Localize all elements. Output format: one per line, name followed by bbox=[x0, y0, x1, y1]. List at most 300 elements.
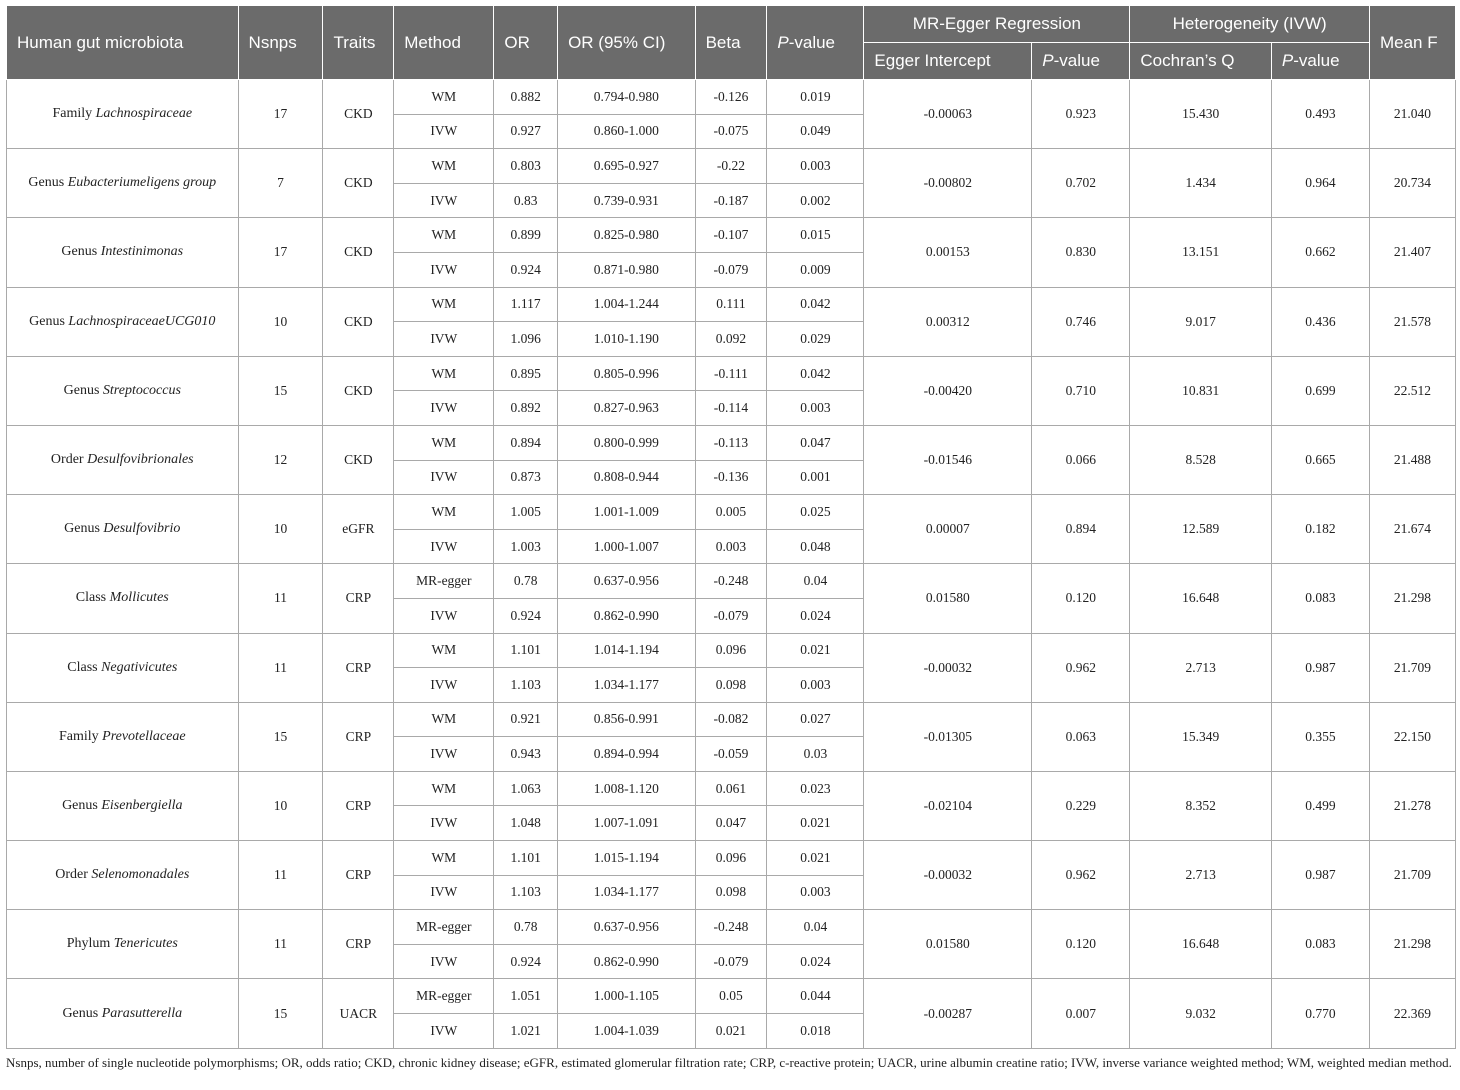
or-ci-cell: 1.010-1.190 bbox=[558, 322, 696, 357]
egger-intercept-cell: -0.00802 bbox=[864, 149, 1032, 218]
cochran-q-cell: 16.648 bbox=[1130, 910, 1272, 979]
beta-cell: -0.22 bbox=[695, 149, 767, 184]
table-row bbox=[7, 218, 1456, 253]
col-method: Method bbox=[394, 6, 494, 80]
taxon-name: Prevotellaceae bbox=[102, 728, 186, 744]
heterogeneity-p-value-cell: 0.499 bbox=[1271, 771, 1369, 840]
method-cell: WM bbox=[394, 218, 494, 253]
cochran-q-cell: 2.713 bbox=[1130, 633, 1272, 702]
mean-f-cell: 21.488 bbox=[1369, 425, 1455, 494]
trait-cell: CRP bbox=[323, 841, 394, 910]
method-cell: IVW bbox=[394, 183, 494, 218]
method-cell: IVW bbox=[394, 875, 494, 910]
method-cell: WM bbox=[394, 80, 494, 115]
or-ci-cell: 1.000-1.007 bbox=[558, 529, 696, 564]
beta-cell: 0.111 bbox=[695, 287, 767, 322]
egger-intercept-cell: -0.01305 bbox=[864, 702, 1032, 771]
or-cell: 1.101 bbox=[494, 841, 558, 876]
or-ci-cell: 0.856-0.991 bbox=[558, 702, 696, 737]
nsnps-cell: 15 bbox=[238, 702, 323, 771]
egger-p-value-cell: 0.063 bbox=[1032, 702, 1130, 771]
mean-f-cell: 21.578 bbox=[1369, 287, 1455, 356]
beta-cell: 0.047 bbox=[695, 806, 767, 841]
cochran-q-cell: 15.430 bbox=[1130, 80, 1272, 149]
or-cell: 0.892 bbox=[494, 391, 558, 426]
egger-intercept-cell: 0.00153 bbox=[864, 218, 1032, 287]
table-row bbox=[7, 495, 1456, 530]
trait-cell: CRP bbox=[323, 771, 394, 840]
taxon-name: Desulfovibrio bbox=[103, 521, 181, 537]
or-ci-cell: 0.862-0.990 bbox=[558, 598, 696, 633]
egger-p-value-cell: 0.120 bbox=[1032, 910, 1130, 979]
microbiota-name bbox=[7, 425, 239, 494]
method-cell: IVW bbox=[394, 391, 494, 426]
egger-p-value-cell: 0.710 bbox=[1032, 356, 1130, 425]
heterogeneity-p-value-cell: 0.355 bbox=[1271, 702, 1369, 771]
beta-cell: -0.107 bbox=[695, 218, 767, 253]
or-ci-cell: 1.000-1.105 bbox=[558, 979, 696, 1014]
taxon-name: Parasutterella bbox=[101, 1005, 183, 1021]
taxon-rank: Genus bbox=[64, 521, 100, 537]
col-heterogeneity-p-value: P-value bbox=[1271, 43, 1369, 80]
table-row bbox=[7, 287, 1456, 322]
nsnps-cell: 10 bbox=[238, 287, 323, 356]
or-cell: 1.051 bbox=[494, 979, 558, 1014]
or-ci-cell: 0.871-0.980 bbox=[558, 252, 696, 287]
trait-cell: CKD bbox=[323, 80, 394, 149]
taxon-rank: Genus bbox=[29, 313, 65, 329]
nsnps-cell: 15 bbox=[238, 356, 323, 425]
or-cell: 0.882 bbox=[494, 80, 558, 115]
heterogeneity-p-value-cell: 0.987 bbox=[1271, 633, 1369, 702]
method-cell: IVW bbox=[394, 460, 494, 495]
egger-p-value-cell: 0.962 bbox=[1032, 633, 1130, 702]
col-beta: Beta bbox=[695, 6, 767, 80]
mean-f-cell: 20.734 bbox=[1369, 149, 1455, 218]
or-cell: 1.101 bbox=[494, 633, 558, 668]
or-cell: 0.924 bbox=[494, 944, 558, 979]
trait-cell: UACR bbox=[323, 979, 394, 1048]
p-value-cell: 0.024 bbox=[767, 944, 864, 979]
method-cell: IVW bbox=[394, 737, 494, 772]
or-cell: 0.873 bbox=[494, 460, 558, 495]
microbiota-name bbox=[7, 356, 239, 425]
mean-f-cell: 21.040 bbox=[1369, 80, 1455, 149]
heterogeneity-p-value-cell: 0.436 bbox=[1271, 287, 1369, 356]
document bbox=[6, 5, 1456, 1071]
col-mean-f: Mean F bbox=[1369, 6, 1455, 80]
col-group-heterogeneity: Heterogeneity (IVW) bbox=[1130, 6, 1370, 43]
trait-cell: CKD bbox=[323, 218, 394, 287]
method-cell: IVW bbox=[394, 114, 494, 149]
cochran-q-cell: 8.352 bbox=[1130, 771, 1272, 840]
or-ci-cell: 0.805-0.996 bbox=[558, 356, 696, 391]
taxon-rank: Genus bbox=[28, 175, 65, 191]
egger-p-value-cell: 0.702 bbox=[1032, 149, 1130, 218]
col-or-ci: OR (95% CI) bbox=[558, 6, 696, 80]
p-value-cell: 0.023 bbox=[767, 771, 864, 806]
table-row bbox=[7, 356, 1456, 391]
nsnps-cell: 10 bbox=[238, 771, 323, 840]
table-row bbox=[7, 702, 1456, 737]
nsnps-cell: 11 bbox=[238, 633, 323, 702]
trait-cell: CRP bbox=[323, 702, 394, 771]
mean-f-cell: 21.298 bbox=[1369, 564, 1455, 633]
taxon-name: Selenomonadales bbox=[91, 867, 190, 883]
beta-cell: -0.079 bbox=[695, 598, 767, 633]
egger-intercept-cell: -0.00032 bbox=[864, 841, 1032, 910]
trait-cell: CKD bbox=[323, 149, 394, 218]
taxon-name: Tenericutes bbox=[113, 936, 178, 952]
mean-f-cell: 22.369 bbox=[1369, 979, 1455, 1048]
or-cell: 0.78 bbox=[494, 564, 558, 599]
p-value-cell: 0.021 bbox=[767, 633, 864, 668]
egger-p-value-cell: 0.120 bbox=[1032, 564, 1130, 633]
egger-intercept-cell: -0.00287 bbox=[864, 979, 1032, 1048]
col-p-value: P-value bbox=[767, 6, 864, 80]
mean-f-cell: 22.512 bbox=[1369, 356, 1455, 425]
p-value-cell: 0.001 bbox=[767, 460, 864, 495]
or-ci-cell: 1.001-1.009 bbox=[558, 495, 696, 530]
cochran-q-cell: 2.713 bbox=[1130, 841, 1272, 910]
egger-intercept-cell: -0.00063 bbox=[864, 80, 1032, 149]
or-ci-cell: 1.034-1.177 bbox=[558, 668, 696, 703]
egger-intercept-cell: -0.00420 bbox=[864, 356, 1032, 425]
beta-cell: -0.079 bbox=[695, 944, 767, 979]
mean-f-cell: 21.407 bbox=[1369, 218, 1455, 287]
p-value-cell: 0.021 bbox=[767, 806, 864, 841]
taxon-rank: Family bbox=[52, 106, 93, 122]
beta-cell: 0.092 bbox=[695, 322, 767, 357]
method-cell: MR-egger bbox=[394, 979, 494, 1014]
taxon-rank: Order bbox=[50, 452, 84, 468]
or-cell: 0.895 bbox=[494, 356, 558, 391]
heterogeneity-p-value-cell: 0.964 bbox=[1271, 149, 1369, 218]
footnote: Nsnps, number of single nucleotide polymorphisms; OR, odds ratio; CKD, chronic kidney disease; eGFR, estimated glomerular filtration rate; CRP, c-reactive protein; UACR, urine albumin creatine ratio; IVW, inverse variance weighted method; WM, weighted median method. bbox=[6, 1054, 1452, 1070]
taxon-rank: Phylum bbox=[66, 936, 111, 952]
or-cell: 0.927 bbox=[494, 114, 558, 149]
taxon-name: Desulfovibrionales bbox=[87, 452, 194, 468]
cochran-q-cell: 8.528 bbox=[1130, 425, 1272, 494]
beta-cell: -0.113 bbox=[695, 425, 767, 460]
taxon-name: Eisenbergiella bbox=[101, 797, 183, 813]
p-value-cell: 0.003 bbox=[767, 149, 864, 184]
p-value-cell: 0.025 bbox=[767, 495, 864, 530]
method-cell: WM bbox=[394, 771, 494, 806]
p-value-cell: 0.009 bbox=[767, 252, 864, 287]
or-ci-cell: 1.007-1.091 bbox=[558, 806, 696, 841]
mean-f-cell: 22.150 bbox=[1369, 702, 1455, 771]
or-ci-cell: 0.894-0.994 bbox=[558, 737, 696, 772]
p-value-cell: 0.042 bbox=[767, 356, 864, 391]
or-ci-cell: 0.794-0.980 bbox=[558, 80, 696, 115]
or-cell: 1.005 bbox=[494, 495, 558, 530]
or-ci-cell: 1.014-1.194 bbox=[558, 633, 696, 668]
or-ci-cell: 0.637-0.956 bbox=[558, 564, 696, 599]
method-cell: WM bbox=[394, 356, 494, 391]
trait-cell: eGFR bbox=[323, 495, 394, 564]
or-ci-cell: 0.827-0.963 bbox=[558, 391, 696, 426]
col-or: OR bbox=[494, 6, 558, 80]
egger-intercept-cell: -0.01546 bbox=[864, 425, 1032, 494]
method-cell: IVW bbox=[394, 668, 494, 703]
heterogeneity-p-value-cell: 0.493 bbox=[1271, 80, 1369, 149]
egger-p-value-cell: 0.007 bbox=[1032, 979, 1130, 1048]
beta-cell: 0.096 bbox=[695, 841, 767, 876]
or-ci-cell: 1.015-1.194 bbox=[558, 841, 696, 876]
nsnps-cell: 17 bbox=[238, 80, 323, 149]
nsnps-cell: 11 bbox=[238, 910, 323, 979]
p-value-cell: 0.047 bbox=[767, 425, 864, 460]
method-cell: IVW bbox=[394, 598, 494, 633]
or-cell: 1.096 bbox=[494, 322, 558, 357]
p-value-cell: 0.04 bbox=[767, 564, 864, 599]
taxon-name: Intestinimonas bbox=[100, 244, 184, 260]
beta-cell: 0.05 bbox=[695, 979, 767, 1014]
microbiota-name bbox=[7, 841, 239, 910]
col-group-egger: MR-Egger Regression bbox=[864, 6, 1130, 43]
p-value-cell: 0.021 bbox=[767, 841, 864, 876]
table-row bbox=[7, 149, 1456, 184]
egger-p-value-cell: 0.962 bbox=[1032, 841, 1130, 910]
or-cell: 0.924 bbox=[494, 598, 558, 633]
cochran-q-cell: 1.434 bbox=[1130, 149, 1272, 218]
method-cell: WM bbox=[394, 425, 494, 460]
col-cochran-q: Cochran’s Q bbox=[1130, 43, 1272, 80]
trait-cell: CKD bbox=[323, 425, 394, 494]
heterogeneity-p-value-cell: 0.699 bbox=[1271, 356, 1369, 425]
heterogeneity-p-value-cell: 0.770 bbox=[1271, 979, 1369, 1048]
beta-cell: 0.021 bbox=[695, 1014, 767, 1049]
or-cell: 0.83 bbox=[494, 183, 558, 218]
cochran-q-cell: 15.349 bbox=[1130, 702, 1272, 771]
beta-cell: 0.096 bbox=[695, 633, 767, 668]
method-cell: WM bbox=[394, 287, 494, 322]
or-cell: 1.003 bbox=[494, 529, 558, 564]
microbiota-name bbox=[7, 771, 239, 840]
egger-intercept-cell: -0.02104 bbox=[864, 771, 1032, 840]
egger-intercept-cell: 0.00312 bbox=[864, 287, 1032, 356]
method-cell: WM bbox=[394, 495, 494, 530]
table-header bbox=[7, 6, 1456, 80]
method-cell: IVW bbox=[394, 944, 494, 979]
table-row bbox=[7, 979, 1456, 1014]
cochran-q-cell: 13.151 bbox=[1130, 218, 1272, 287]
heterogeneity-p-value-cell: 0.665 bbox=[1271, 425, 1369, 494]
mean-f-cell: 21.674 bbox=[1369, 495, 1455, 564]
taxon-rank: Genus bbox=[62, 797, 98, 813]
nsnps-cell: 12 bbox=[238, 425, 323, 494]
trait-cell: CRP bbox=[323, 910, 394, 979]
or-cell: 1.103 bbox=[494, 668, 558, 703]
or-cell: 0.921 bbox=[494, 702, 558, 737]
beta-cell: -0.111 bbox=[695, 356, 767, 391]
p-value-cell: 0.018 bbox=[767, 1014, 864, 1049]
results-table bbox=[6, 5, 1456, 1049]
method-cell: MR-egger bbox=[394, 564, 494, 599]
cochran-q-cell: 12.589 bbox=[1130, 495, 1272, 564]
or-ci-cell: 0.637-0.956 bbox=[558, 910, 696, 945]
beta-cell: -0.248 bbox=[695, 910, 767, 945]
egger-intercept-cell: 0.01580 bbox=[864, 564, 1032, 633]
or-cell: 0.78 bbox=[494, 910, 558, 945]
method-cell: MR-egger bbox=[394, 910, 494, 945]
method-cell: IVW bbox=[394, 322, 494, 357]
taxon-rank: Family bbox=[58, 728, 99, 744]
col-egger-intercept: Egger Intercept bbox=[864, 43, 1032, 80]
taxon-rank: Genus bbox=[61, 244, 98, 260]
nsnps-cell: 7 bbox=[238, 149, 323, 218]
taxon-name: Streptococcus bbox=[102, 382, 181, 398]
or-ci-cell: 1.008-1.120 bbox=[558, 771, 696, 806]
or-ci-cell: 1.034-1.177 bbox=[558, 875, 696, 910]
p-value-cell: 0.027 bbox=[767, 702, 864, 737]
p-value-cell: 0.003 bbox=[767, 875, 864, 910]
beta-cell: 0.098 bbox=[695, 668, 767, 703]
p-value-cell: 0.03 bbox=[767, 737, 864, 772]
microbiota-name bbox=[7, 80, 239, 149]
nsnps-cell: 11 bbox=[238, 564, 323, 633]
beta-cell: 0.061 bbox=[695, 771, 767, 806]
or-ci-cell: 0.860-1.000 bbox=[558, 114, 696, 149]
table-row bbox=[7, 771, 1456, 806]
method-cell: IVW bbox=[394, 252, 494, 287]
microbiota-name bbox=[7, 979, 239, 1048]
taxon-rank: Order bbox=[55, 867, 88, 883]
or-cell: 1.048 bbox=[494, 806, 558, 841]
table-row bbox=[7, 564, 1456, 599]
col-microbiota: Human gut microbiota bbox=[7, 6, 239, 80]
taxon-name: LachnospiraceaeUCG010 bbox=[68, 313, 216, 329]
col-traits: Traits bbox=[323, 6, 394, 80]
or-ci-cell: 0.695-0.927 bbox=[558, 149, 696, 184]
p-value-cell: 0.04 bbox=[767, 910, 864, 945]
table-row bbox=[7, 910, 1456, 945]
table-row bbox=[7, 633, 1456, 668]
heterogeneity-p-value-cell: 0.083 bbox=[1271, 910, 1369, 979]
trait-cell: CRP bbox=[323, 633, 394, 702]
p-value-cell: 0.049 bbox=[767, 114, 864, 149]
or-cell: 1.063 bbox=[494, 771, 558, 806]
or-cell: 0.899 bbox=[494, 218, 558, 253]
egger-p-value-cell: 0.923 bbox=[1032, 80, 1130, 149]
beta-cell: -0.079 bbox=[695, 252, 767, 287]
table-row bbox=[7, 80, 1456, 115]
mean-f-cell: 21.298 bbox=[1369, 910, 1455, 979]
or-cell: 0.943 bbox=[494, 737, 558, 772]
table-row bbox=[7, 425, 1456, 460]
or-cell: 0.803 bbox=[494, 149, 558, 184]
beta-cell: -0.059 bbox=[695, 737, 767, 772]
or-ci-cell: 0.825-0.980 bbox=[558, 218, 696, 253]
heterogeneity-p-value-cell: 0.083 bbox=[1271, 564, 1369, 633]
method-cell: IVW bbox=[394, 806, 494, 841]
microbiota-name bbox=[7, 149, 239, 218]
or-ci-cell: 0.862-0.990 bbox=[558, 944, 696, 979]
beta-cell: -0.248 bbox=[695, 564, 767, 599]
or-cell: 0.924 bbox=[494, 252, 558, 287]
taxon-rank: Class bbox=[67, 659, 98, 675]
or-cell: 0.894 bbox=[494, 425, 558, 460]
trait-cell: CKD bbox=[323, 356, 394, 425]
p-value-cell: 0.003 bbox=[767, 391, 864, 426]
cochran-q-cell: 9.017 bbox=[1130, 287, 1272, 356]
nsnps-cell: 10 bbox=[238, 495, 323, 564]
cochran-q-cell: 16.648 bbox=[1130, 564, 1272, 633]
egger-p-value-cell: 0.746 bbox=[1032, 287, 1130, 356]
microbiota-name bbox=[7, 564, 239, 633]
method-cell: WM bbox=[394, 702, 494, 737]
beta-cell: -0.114 bbox=[695, 391, 767, 426]
or-cell: 1.117 bbox=[494, 287, 558, 322]
taxon-rank: Class bbox=[75, 590, 107, 606]
taxon-name: Mollicutes bbox=[109, 590, 169, 606]
trait-cell: CRP bbox=[323, 564, 394, 633]
p-value-cell: 0.048 bbox=[767, 529, 864, 564]
microbiota-name bbox=[7, 633, 239, 702]
taxon-name: Lachnospiraceae bbox=[95, 106, 193, 122]
header-row-1 bbox=[7, 6, 1456, 43]
or-ci-cell: 0.808-0.944 bbox=[558, 460, 696, 495]
or-ci-cell: 0.800-0.999 bbox=[558, 425, 696, 460]
mean-f-cell: 21.709 bbox=[1369, 633, 1455, 702]
microbiota-name bbox=[7, 495, 239, 564]
p-value-cell: 0.003 bbox=[767, 668, 864, 703]
nsnps-cell: 15 bbox=[238, 979, 323, 1048]
taxon-name: Eubacteriumeligens group bbox=[67, 175, 217, 191]
or-cell: 1.021 bbox=[494, 1014, 558, 1049]
beta-cell: -0.136 bbox=[695, 460, 767, 495]
egger-p-value-cell: 0.830 bbox=[1032, 218, 1130, 287]
egger-intercept-cell: -0.00032 bbox=[864, 633, 1032, 702]
method-cell: IVW bbox=[394, 1014, 494, 1049]
microbiota-name bbox=[7, 287, 239, 356]
beta-cell: -0.075 bbox=[695, 114, 767, 149]
taxon-name: Negativicutes bbox=[101, 659, 178, 675]
nsnps-cell: 11 bbox=[238, 841, 323, 910]
p-value-cell: 0.019 bbox=[767, 80, 864, 115]
cochran-q-cell: 10.831 bbox=[1130, 356, 1272, 425]
taxon-rank: Genus bbox=[63, 382, 100, 398]
heterogeneity-p-value-cell: 0.182 bbox=[1271, 495, 1369, 564]
beta-cell: 0.003 bbox=[695, 529, 767, 564]
microbiota-name bbox=[7, 910, 239, 979]
beta-cell: -0.126 bbox=[695, 80, 767, 115]
p-value-cell: 0.029 bbox=[767, 322, 864, 357]
cochran-q-cell: 9.032 bbox=[1130, 979, 1272, 1048]
nsnps-cell: 17 bbox=[238, 218, 323, 287]
or-ci-cell: 0.739-0.931 bbox=[558, 183, 696, 218]
beta-cell: 0.098 bbox=[695, 875, 767, 910]
p-value-cell: 0.042 bbox=[767, 287, 864, 322]
taxon-rank: Genus bbox=[62, 1005, 99, 1021]
method-cell: IVW bbox=[394, 529, 494, 564]
p-value-cell: 0.002 bbox=[767, 183, 864, 218]
egger-p-value-cell: 0.229 bbox=[1032, 771, 1130, 840]
egger-intercept-cell: 0.01580 bbox=[864, 910, 1032, 979]
beta-cell: -0.187 bbox=[695, 183, 767, 218]
beta-cell: 0.005 bbox=[695, 495, 767, 530]
or-ci-cell: 1.004-1.244 bbox=[558, 287, 696, 322]
microbiota-name bbox=[7, 702, 239, 771]
col-nsnps: Nsnps bbox=[238, 6, 323, 80]
or-ci-cell: 1.004-1.039 bbox=[558, 1014, 696, 1049]
egger-p-value-cell: 0.894 bbox=[1032, 495, 1130, 564]
beta-cell: -0.082 bbox=[695, 702, 767, 737]
p-value-cell: 0.015 bbox=[767, 218, 864, 253]
col-egger-p-value: P-value bbox=[1032, 43, 1130, 80]
heterogeneity-p-value-cell: 0.987 bbox=[1271, 841, 1369, 910]
